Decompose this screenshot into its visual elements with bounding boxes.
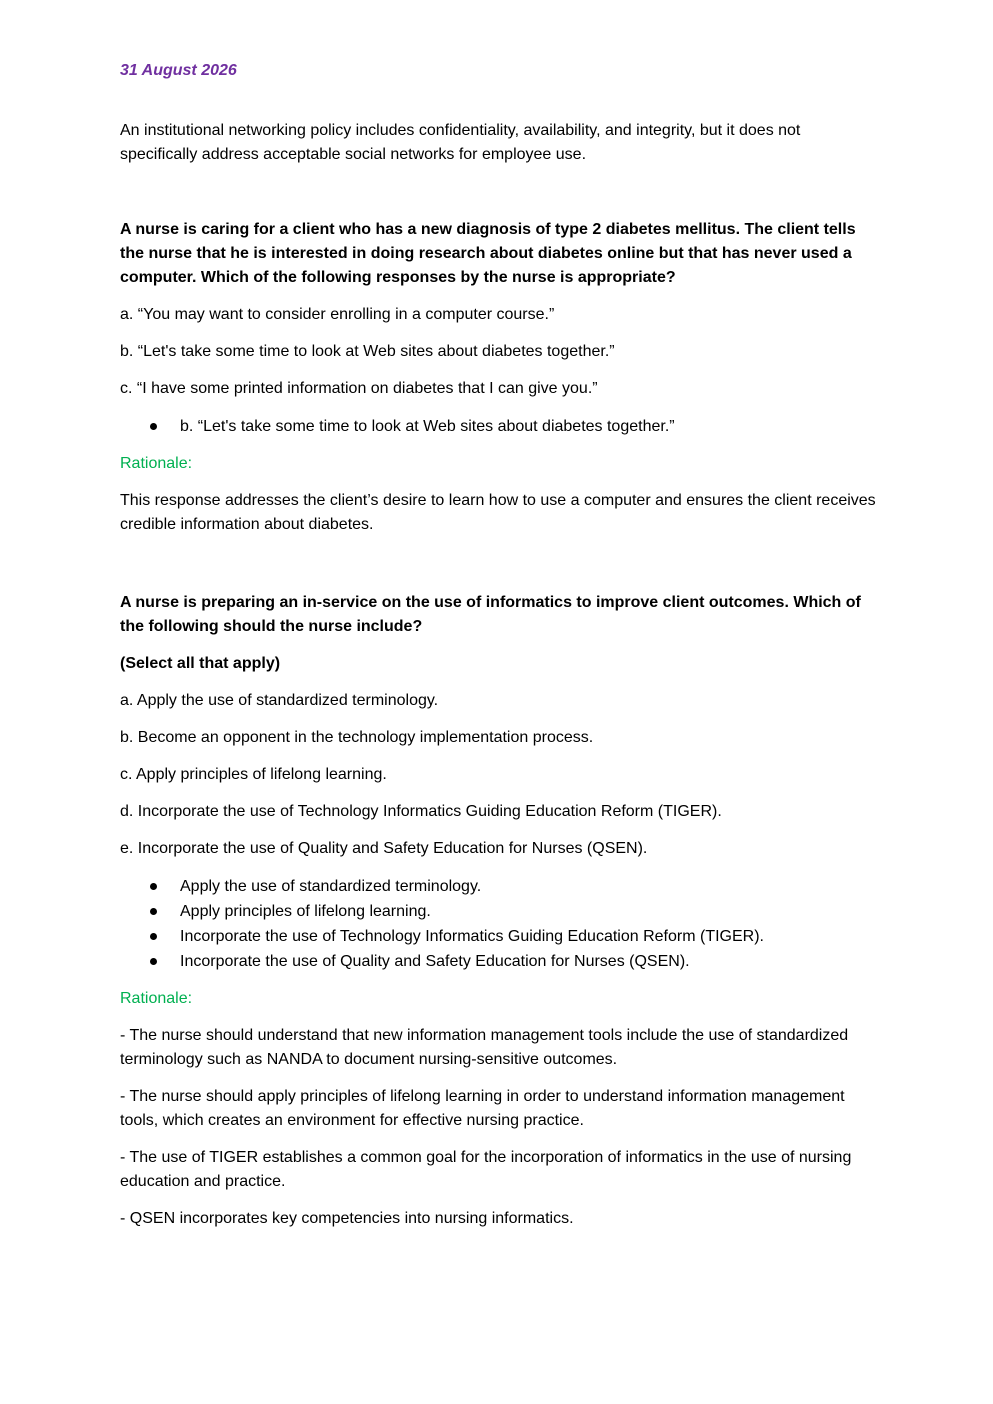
answer-item bbox=[120, 924, 880, 949]
question-2 bbox=[120, 591, 880, 1231]
rationale-label: Rationale: bbox=[120, 455, 193, 472]
question-1-stem: A nurse is caring for a client who has a new diagnosis of type 2 diabetes mellitus. The client tells the nurse that he is interested in doing research about diabetes online but that has never used a computer. Which of the following responses by the nurse is appropriate? bbox=[120, 221, 856, 286]
question-2-option-c: c. Apply principles of lifelong learning. bbox=[120, 766, 387, 783]
question-2-option-a: a. Apply the use of standardized terminology. bbox=[120, 692, 439, 709]
rationale-text: - The nurse should apply principles of lifelong learning in order to understand information management tools, which creates an environment for effective nursing practice. bbox=[120, 1088, 845, 1129]
document-date: 31 August 2026 bbox=[120, 62, 237, 79]
rationale-text: This response addresses the client’s desire to learn how to use a computer and ensures the client receives credible information about diabetes. bbox=[120, 492, 876, 533]
rationale-label: Rationale: bbox=[120, 990, 193, 1007]
question-2-answer-list bbox=[120, 874, 880, 974]
answer-text: Incorporate the use of Technology Informatics Guiding Education Reform (TIGER). bbox=[180, 928, 764, 945]
bullet-icon bbox=[150, 908, 157, 915]
answer-text: Incorporate the use of Quality and Safety Education for Nurses (QSEN). bbox=[180, 953, 690, 970]
answer-item bbox=[120, 414, 880, 439]
intro-paragraph: An institutional networking policy includes confidentiality, availability, and integrity, but it does not specifically address acceptable social networks for employee use. bbox=[120, 122, 801, 163]
answer-item bbox=[120, 874, 880, 899]
question-2-option-b: b. Become an opponent in the technology implementation process. bbox=[120, 729, 594, 746]
rationale-text: - The nurse should understand that new information management tools include the use of standardized terminology such as NANDA to document nursing-sensitive outcomes. bbox=[120, 1027, 849, 1068]
answer-item bbox=[120, 899, 880, 924]
question-1-option-a: a. “You may want to consider enrolling in a computer course.” bbox=[120, 306, 555, 323]
question-1-option-c: c. “I have some printed information on diabetes that I can give you.” bbox=[120, 380, 598, 397]
question-2-option-d: d. Incorporate the use of Technology Informatics Guiding Education Reform (TIGER). bbox=[120, 803, 722, 820]
question-2-instruction: (Select all that apply) bbox=[120, 655, 281, 672]
bullet-icon bbox=[150, 958, 157, 965]
question-2-stem: A nurse is preparing an in-service on the use of informatics to improve client outcomes. Which of the following should the nurse include? bbox=[120, 594, 861, 635]
bullet-icon bbox=[150, 423, 157, 430]
rationale-text: - QSEN incorporates key competencies into nursing informatics. bbox=[120, 1210, 574, 1227]
question-1-option-b: b. “Let's take some time to look at Web sites about diabetes together.” bbox=[120, 343, 615, 360]
answer-text: b. “Let's take some time to look at Web sites about diabetes together.” bbox=[180, 418, 675, 435]
bullet-icon bbox=[150, 883, 157, 890]
bullet-icon bbox=[150, 933, 157, 940]
rationale-text: - The use of TIGER establishes a common goal for the incorporation of informatics in the use of nursing education and practice. bbox=[120, 1149, 852, 1190]
question-1-answer-list bbox=[120, 414, 880, 439]
question-1 bbox=[120, 218, 880, 537]
answer-text: Apply principles of lifelong learning. bbox=[180, 903, 431, 920]
answer-text: Apply the use of standardized terminology. bbox=[180, 878, 482, 895]
question-2-option-e: e. Incorporate the use of Quality and Safety Education for Nurses (QSEN). bbox=[120, 840, 648, 857]
answer-item bbox=[120, 949, 880, 974]
